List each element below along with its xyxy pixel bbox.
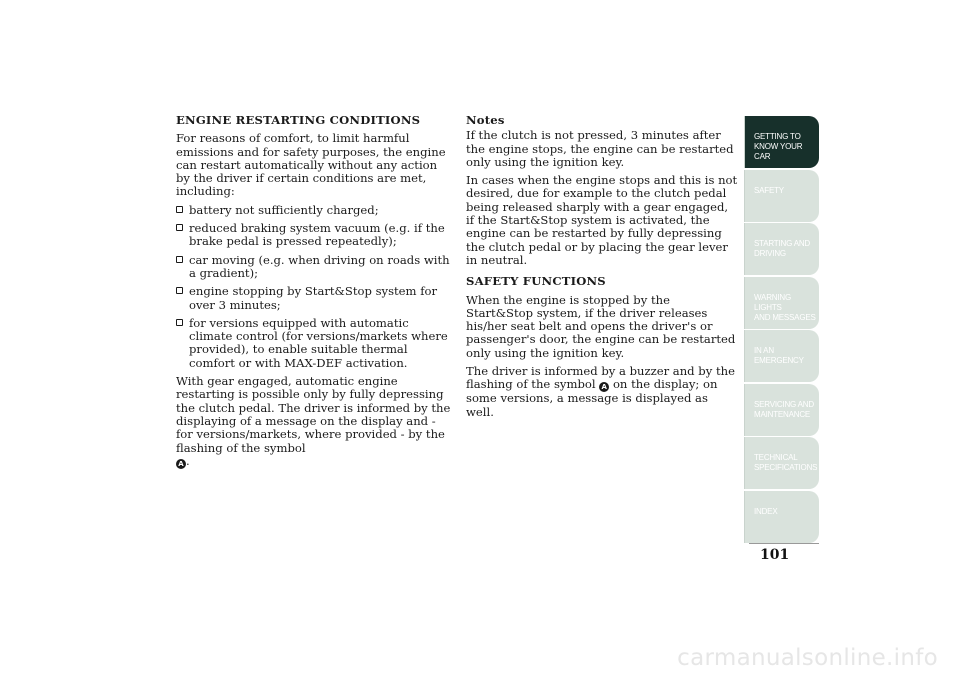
section-heading-safety: SAFETY FUNCTIONS bbox=[466, 274, 606, 289]
safety-paragraph-2: The driver is informed by a buzzer and by the flashing of the symbol A on the display; on some versions, a message is displayed as well. bbox=[466, 364, 735, 419]
tab-warning-lights-and-messages[interactable]: WARNING LIGHTS AND MESSAGES bbox=[744, 277, 819, 329]
tab-in-an-emergency[interactable]: IN AN EMERGENCY bbox=[744, 330, 819, 382]
tab-technical-specifications[interactable]: TECHNICAL SPECIFICATIONS bbox=[744, 437, 819, 489]
list-item: for versions equipped with automatic climate control (for versions/markets where provided), to enable suitable thermal comfort or with MAX-DEF activation. bbox=[176, 317, 454, 370]
checkbox-bullet-icon bbox=[176, 224, 183, 231]
checkbox-bullet-icon bbox=[176, 256, 183, 263]
tab-safety[interactable]: SAFETY bbox=[744, 170, 819, 222]
intro-paragraph: For reasons of comfort, to limit harmful emissions and for safety purposes, the engine can restart automatically without any action by the driver if certain conditions are met, including: bbox=[176, 131, 446, 199]
start-stop-icon: A bbox=[176, 459, 186, 469]
watermark: carmanualsonline.info bbox=[677, 645, 938, 671]
list-item: battery not sufficiently charged; bbox=[176, 204, 454, 217]
conditions-list bbox=[176, 204, 454, 370]
tab-index[interactable]: INDEX bbox=[744, 491, 819, 543]
tab-servicing-and-maintenance[interactable]: SERVICING AND MAINTENANCE bbox=[744, 384, 819, 436]
notes-paragraph-2: In cases when the engine stops and this is not desired, due for example to the clutch pedal being released sharply with a gear engaged, if the Start&Stop system is activated, the engine can be restarted by fully depressing the clutch pedal or by placing the gear lever in neutral. bbox=[466, 173, 738, 267]
notes-paragraph-1: If the clutch is not pressed, 3 minutes after the engine stops, the engine can be restarted only using the ignition key. bbox=[466, 128, 734, 169]
checkbox-bullet-icon bbox=[176, 319, 183, 326]
checkbox-bullet-icon bbox=[176, 287, 183, 294]
checkbox-bullet-icon bbox=[176, 206, 183, 213]
notes-heading: Notes bbox=[466, 113, 505, 127]
closing-paragraph: With gear engaged, automatic engine restarting is possible only by fully depressing the clutch pedal. The driver is informed by the displaying of a message on the display and - for versions/markets, where provided - by the flashing of the symbol A . bbox=[176, 374, 451, 468]
tab-getting-to-know-your-car[interactable]: GETTING TO KNOW YOUR CAR bbox=[744, 116, 819, 168]
list-item: engine stopping by Start&Stop system for over 3 minutes; bbox=[176, 285, 454, 312]
chapter-tabs bbox=[744, 116, 819, 544]
tab-starting-and-driving[interactable]: STARTING AND DRIVING bbox=[744, 223, 819, 275]
safety-paragraph-1: When the engine is stopped by the Start&Stop system, if the driver releases his/her seat belt and opens the driver's or passenger's door, the engine can be restarted only using the ignition key. bbox=[466, 292, 736, 360]
list-item: car moving (e.g. when driving on roads with a gradient); bbox=[176, 254, 454, 281]
page-number-rule bbox=[749, 543, 819, 544]
start-stop-icon: A bbox=[599, 382, 609, 392]
page-number: 101 bbox=[760, 547, 790, 563]
list-item: reduced braking system vacuum (e.g. if the brake pedal is pressed repeatedly); bbox=[176, 222, 454, 249]
section-heading-restarting: ENGINE RESTARTING CONDITIONS bbox=[176, 113, 421, 127]
right-column bbox=[466, 114, 738, 424]
left-column bbox=[176, 114, 454, 474]
